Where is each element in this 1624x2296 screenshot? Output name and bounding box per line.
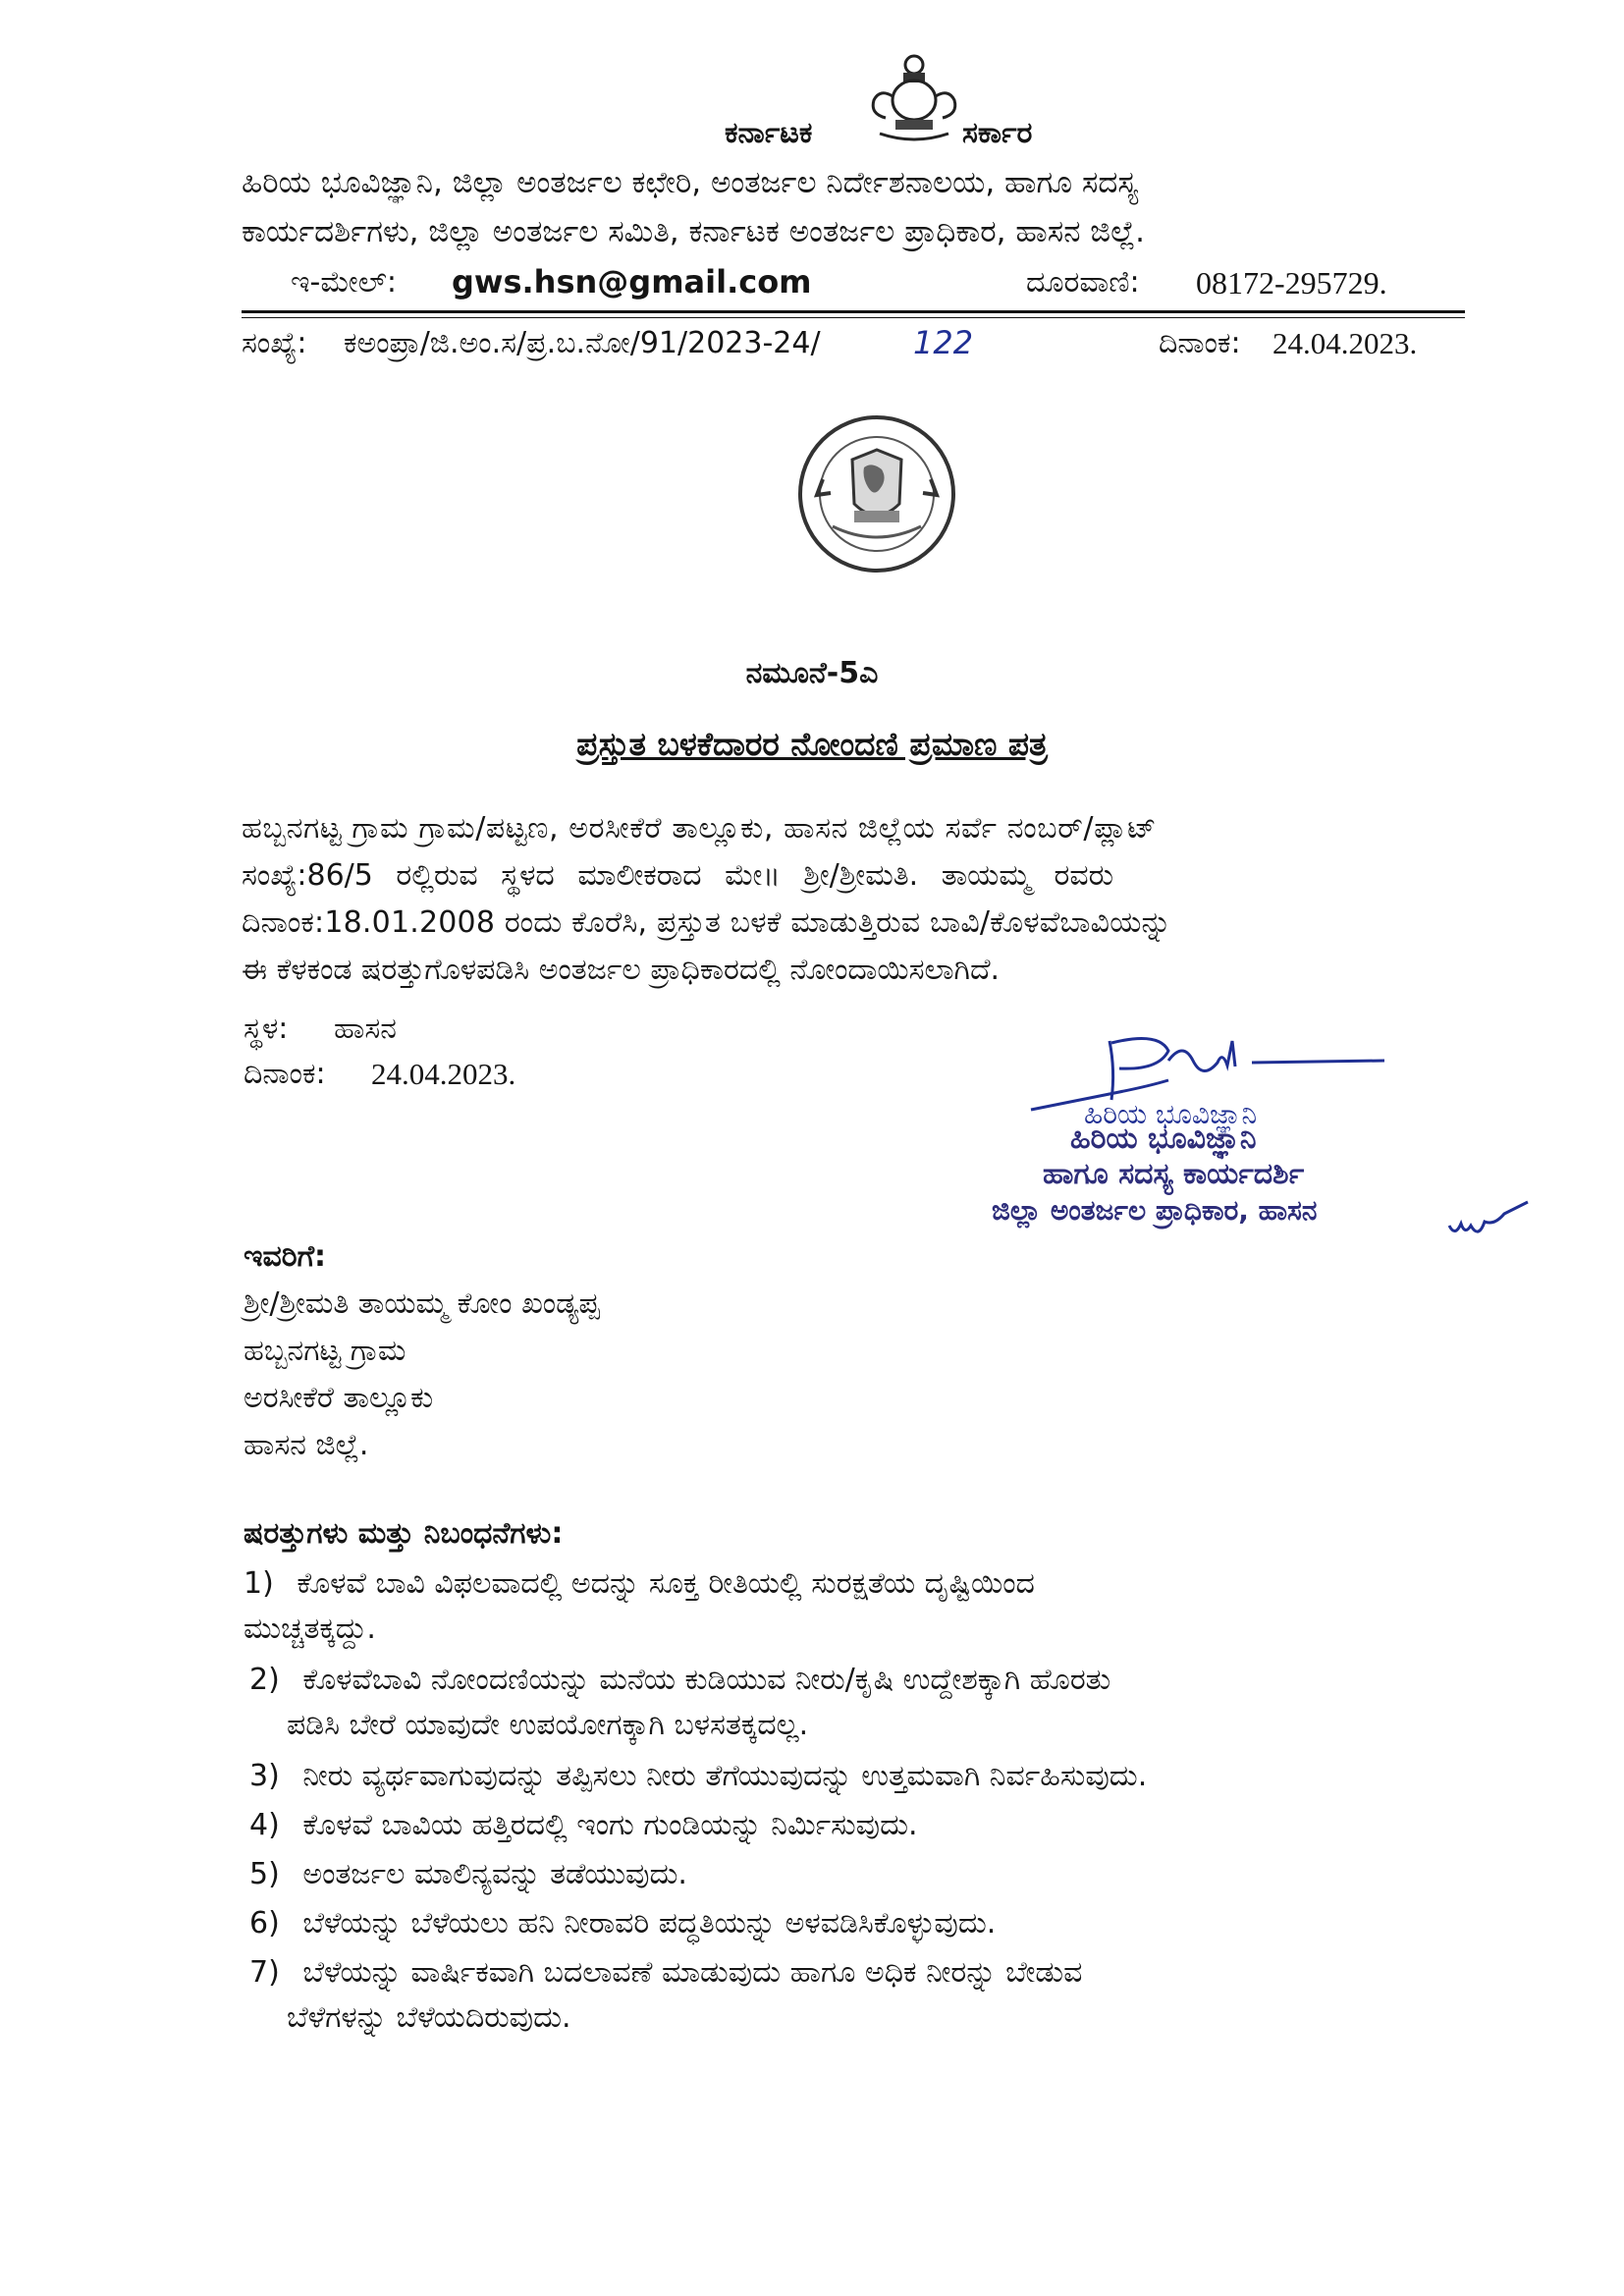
initials-mark [1445, 1196, 1534, 1245]
condition-text: ಕೊಳವೆ ಬಾವಿ ವಿಫಲವಾದಲ್ಲಿ ಅದನ್ನು ಸೂಕ್ತ ರೀತಿಯಲ್ಲಿ ಸುರಕ್ಷತೆಯ ದೃಷ್ಟಿಯಿಂದ [297, 1566, 1035, 1601]
condition-number: 3) [249, 1759, 280, 1793]
condition-1 [244, 1561, 1035, 1607]
condition-number: 1) [244, 1566, 274, 1601]
condition-number: 7) [249, 1955, 280, 1990]
body-line-2: ಸಂಖ್ಯೆ:86/5 ರಲ್ಲಿರುವ ಸ್ಥಳದ ಮಾಲೀಕರಾದ ಮೇ॥ ಶ್ರೀ/ಶ್ರೀಮತಿ. ತಾಯಮ್ಮ ರವರು [242, 858, 1114, 893]
ref-label: ಸಂಖ್ಯೆ: [242, 326, 307, 360]
condition-text: ಬೆಳೆಯನ್ನು ಬೆಳೆಯಲು ಹನಿ ನೀರಾವರಿ ಪದ್ಧತಿಯನ್ನು ಅಳವಡಿಸಿಕೊಳ್ಳುವುದು. [302, 1906, 997, 1941]
place-value: ಹಾಸನ [334, 1011, 397, 1046]
condition-text: ಬೆಳೆಯನ್ನು ವಾರ್ಷಿಕವಾಗಿ ಬದಲಾವಣೆ ಮಾಡುವುದು ಹಾಗೂ ಅಧಿಕ ನೀರನ್ನು ಬೇಡುವ [302, 1955, 1083, 1990]
header-rule-thick [242, 310, 1465, 313]
body-line-4: ಈ ಕೆಳಕಂಡ ಷರತ್ತುಗೊಳಪಡಿಸಿ ಅಂತರ್ಜಲ ಪ್ರಾಧಿಕಾರದಲ್ಲಿ ನೋಂದಾಯಿಸಲಾಗಿದೆ. [242, 953, 1001, 987]
recipient-line-2: ಹಬ್ಬನಗಟ್ಟ ಗ್ರಾಮ [244, 1334, 406, 1368]
phone-label: ದೂರವಾಣಿ: [1026, 265, 1140, 300]
header-rule-thin [242, 317, 1465, 318]
form-title: ಪ್ರಸ್ತುತ ಬಳಕೆದಾರರ ನೋಂದಣಿ ಪ್ರಮಾಣ ಪತ್ರ [576, 725, 1048, 763]
govt-name-right: ಸರ್ಕಾರ [962, 116, 1033, 150]
condition-4 [249, 1803, 918, 1848]
date-value: 24.04.2023. [1272, 326, 1418, 360]
recipient-line-3: ಅರಸೀಕೆರೆ ತಾಲ್ಲೂಕು [244, 1381, 434, 1415]
recipient-heading: ಇವರಿಗೆ: [244, 1239, 327, 1274]
body-line-1: ಹಬ್ಬನಗಟ್ಟ ಗ್ರಾಮ ಗ್ರಾಮ/ಪಟ್ಟಣ, ಅರಸೀಕೆರೆ ತಾಲ್ಲೂಕು, ಹಾಸನ ಜಿಲ್ಲೆಯ ಸರ್ವೆ ನಂಬರ್/ಪ್ಲಾಟ್ [242, 811, 1158, 846]
recipient-line-4: ಹಾಸನ ಜಿಲ್ಲೆ. [244, 1428, 369, 1462]
condition-5 [249, 1852, 687, 1897]
condition-text: ಅಂತರ್ಜಲ ಮಾಲಿನ್ಯವನ್ನು ತಡೆಯುವುದು. [302, 1857, 687, 1891]
email-value: gws.hsn@gmail.com [452, 263, 812, 301]
condition-1-continued: ಮುಚ್ಚತಕ್ಕದ್ದು. [244, 1612, 376, 1646]
groundwater-authority-logo [793, 410, 960, 577]
office-line-1: ಹಿರಿಯ ಭೂವಿಜ್ಞಾನಿ, ಜಿಲ್ಲಾ ಅಂತರ್ಜಲ ಕಛೇರಿ, ಅಂತರ್ಜಲ ನಿರ್ದೇಶನಾಲಯ, ಹಾಗೂ ಸದಸ್ಯ [242, 165, 1139, 200]
govt-name-left: ಕರ್ನಾಟಕ [725, 116, 813, 150]
issue-date-value: 24.04.2023. [371, 1057, 516, 1091]
date-label: ದಿನಾಂಕ: [1159, 326, 1241, 360]
condition-text: ನೀರು ವ್ಯರ್ಥವಾಗುವುದನ್ನು ತಪ್ಪಿಸಲು ನೀರು ತೆಗೆಯುವುದನ್ನು ಉತ್ತಮವಾಗಿ ನಿರ್ವಹಿಸುವುದು. [302, 1759, 1148, 1793]
ref-handwritten-number: 122 [913, 324, 974, 361]
recipient-line-1: ಶ್ರೀ/ಶ್ರೀಮತಿ ತಾಯಮ್ಮ ಕೋಂ ಖಂಡ್ಯಪ್ಪ [244, 1286, 600, 1321]
form-title-wrap [0, 725, 1624, 764]
condition-6 [249, 1901, 996, 1946]
condition-7 [249, 1950, 1082, 1995]
phone-value: 08172-295729. [1196, 265, 1387, 301]
ref-number: ಕಅಂಪ್ರಾ/ಜಿ.ಅಂ.ಸ/ಪ್ರ.ಬ.ನೋ/91/2023-24/ [344, 326, 821, 360]
condition-2 [249, 1658, 1110, 1703]
conditions-heading: ಷರತ್ತುಗಳು ಮತ್ತು ನಿಬಂಧನೆಗಳು: [244, 1516, 564, 1551]
condition-number: 6) [249, 1906, 280, 1941]
condition-number: 5) [249, 1857, 280, 1891]
place-label: ಸ್ಥಳ: [244, 1011, 289, 1046]
condition-text: ಕೊಳವೆಬಾವಿ ನೋಂದಣಿಯನ್ನು ಮನೆಯ ಕುಡಿಯುವ ನೀರು/ಕೃಷಿ ಉದ್ದೇಶಕ್ಕಾಗಿ ಹೊರತು [302, 1663, 1111, 1697]
state-emblem [860, 49, 968, 147]
condition-text: ಕೊಳವೆ ಬಾವಿಯ ಹತ್ತಿರದಲ್ಲಿ ಇಂಗು ಗುಂಡಿಯನ್ನು ನಿರ್ಮಿಸುವುದು. [302, 1808, 918, 1842]
signature-designation: ಹಿರಿಯ ಭೂವಿಜ್ಞಾನಿ [1084, 1098, 1258, 1130]
condition-number: 2) [249, 1663, 280, 1697]
form-number: ನಮೂನೆ-5ಎ [745, 656, 879, 690]
stamp-line-3: ಜಿಲ್ಲಾ ಅಂತರ್ಜಲ ಪ್ರಾಧಿಕಾರ, ಹಾಸನ [992, 1194, 1318, 1227]
stamp-line-1: ಹಿರಿಯ ಭೂವಿಜ್ಞಾನಿ [1070, 1121, 1257, 1156]
condition-3 [249, 1754, 1147, 1799]
condition-2-continued: ಪಡಿಸಿ ಬೇರೆ ಯಾವುದೇ ಉಪಯೋಗಕ್ಕಾಗಿ ಬಳಸತಕ್ಕದಲ್ಲ. [287, 1708, 809, 1742]
stamp-line-2: ಹಾಗೂ ಸದಸ್ಯ ಕಾರ್ಯದರ್ಶಿ [1043, 1157, 1305, 1191]
condition-number: 4) [249, 1808, 280, 1842]
body-paragraph [242, 805, 1465, 994]
body-line-3: ದಿನಾಂಕ:18.01.2008 ರಂದು ಕೊರೆಸಿ, ಪ್ರಸ್ತುತ ಬಳಕೆ ಮಾಡುತ್ತಿರುವ ಬಾವಿ/ಕೊಳವೆಬಾವಿಯನ್ನು [242, 905, 1172, 940]
condition-7-continued: ಬೆಳೆಗಳನ್ನು ಬೆಳೆಯದಿರುವುದು. [287, 2000, 571, 2035]
email-label: ಇ-ಮೇಲ್: [291, 265, 397, 300]
office-line-2: ಕಾರ್ಯದರ್ಶಿಗಳು, ಜಿಲ್ಲಾ ಅಂತರ್ಜಲ ಸಮಿತಿ, ಕರ್ನಾಟಕ ಅಂತರ್ಜಲ ಪ್ರಾಧಿಕಾರ, ಹಾಸನ ಜಿಲ್ಲೆ. [242, 214, 1145, 249]
issue-date-label: ದಿನಾಂಕ: [244, 1057, 326, 1091]
